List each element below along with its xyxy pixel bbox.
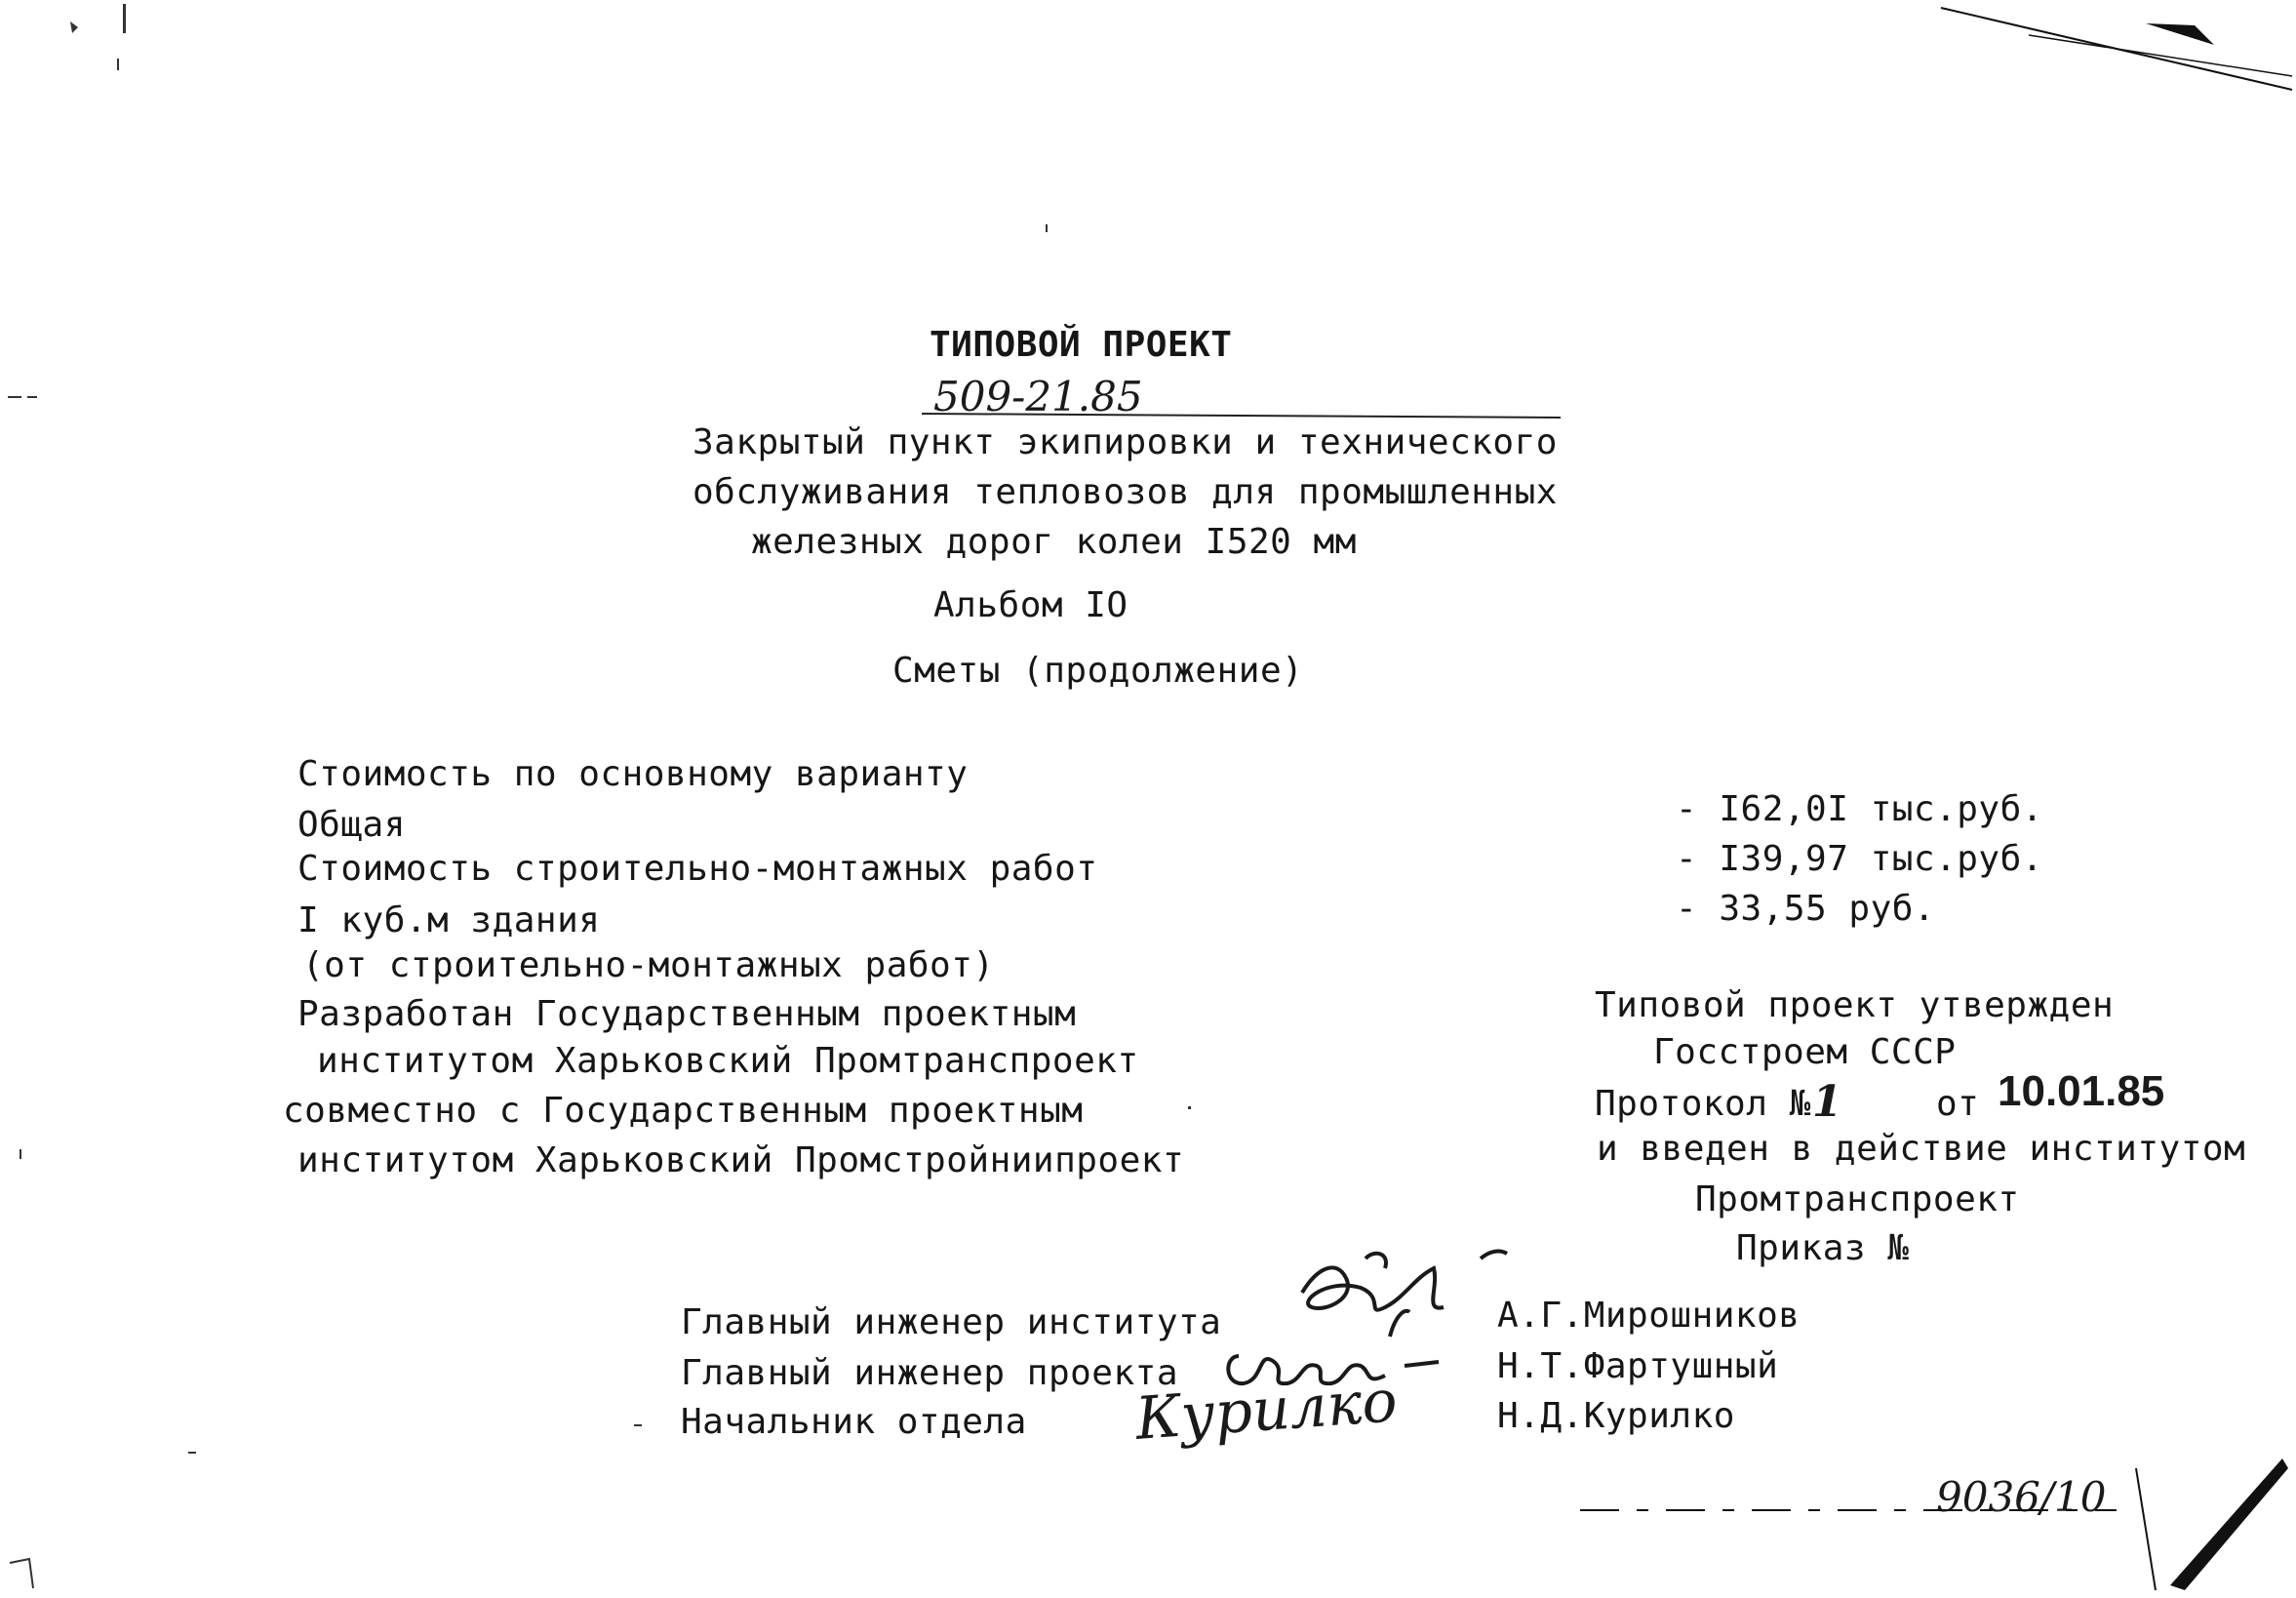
project-number: 509-21.85: [933, 373, 1143, 420]
cost-label-from-construction: (от строительно-монтажных работ): [302, 945, 995, 985]
approval-line-4: и введен в действие институтом: [1597, 1129, 2246, 1169]
cost-label-construction: Стоимость строительно-монтажных работ: [297, 849, 1098, 889]
developer-line-1: Разработан Государственным проектным: [297, 994, 1077, 1034]
album-label: Альбом IO: [933, 585, 1128, 625]
project-description-line-3: железных дорог колеи I520 мм: [751, 522, 1357, 562]
developer-line-2: институтом Харьковский Промтранспроект: [317, 1041, 1139, 1081]
project-description-line-2: обслуживания тепловозов для промышленных: [693, 472, 1558, 512]
bottom-right-scan-streak: [1580, 1458, 2288, 1590]
developer-line-3: совместно с Государственным проектным: [283, 1091, 1084, 1131]
project-number-underline: [922, 414, 1561, 418]
signature-name-2: Н.Т.Фартушный: [1497, 1346, 1779, 1386]
signature-name-1: А.Г.Мирошников: [1497, 1296, 1801, 1336]
approval-from-label: от: [1936, 1084, 1980, 1124]
project-description-line-1: Закрытый пункт экипировки и технического: [693, 422, 1558, 462]
developer-line-4: институтом Харьковский Промстройниипроект: [297, 1140, 1185, 1180]
inventory-number: 9036/10: [1936, 1473, 2107, 1521]
cost-value-per-cubic-meter: - 33,55 руб.: [1676, 889, 1936, 929]
signature-3-handwriting: Курилко: [1133, 1367, 1400, 1454]
scan-specks: [8, 4, 1191, 1588]
top-right-scan-streak: [1941, 8, 2292, 90]
approval-order-label: Приказ №: [1736, 1228, 1910, 1268]
cost-label-main-variant: Стоимость по основному варианту: [297, 754, 969, 794]
approval-line-1: Типовой проект утвержден: [1595, 985, 2115, 1025]
approval-protocol-label: Протокол №: [1595, 1084, 1811, 1124]
approval-protocol-number: 1: [1812, 1077, 1842, 1127]
cost-label-per-cubic-meter: I куб.м здания: [297, 900, 601, 940]
signature-name-3: Н.Д.Курилко: [1497, 1396, 1735, 1436]
project-type-title: ТИПОВОЙ ПРОЕКТ: [930, 325, 1233, 365]
approval-date: 10.01.85: [1998, 1067, 2165, 1115]
approval-line-5: Промтранспроект: [1695, 1179, 2020, 1219]
signature-role-1: Главный инженер института: [681, 1302, 1222, 1342]
cost-value-construction: - I39,97 тыс.руб.: [1676, 839, 2043, 879]
section-label: Сметы (продолжение): [892, 651, 1304, 691]
approval-line-2: Госстроем СССР: [1653, 1032, 1957, 1072]
signature-1-handwriting: [1302, 1252, 1507, 1337]
signature-role-2: Главный инженер проекта: [681, 1353, 1178, 1393]
signature-role-3: Начальник отдела: [681, 1402, 1027, 1442]
cost-label-total: Общая: [297, 805, 406, 845]
cost-value-total: - I62,0I тыс.руб.: [1676, 789, 2043, 829]
